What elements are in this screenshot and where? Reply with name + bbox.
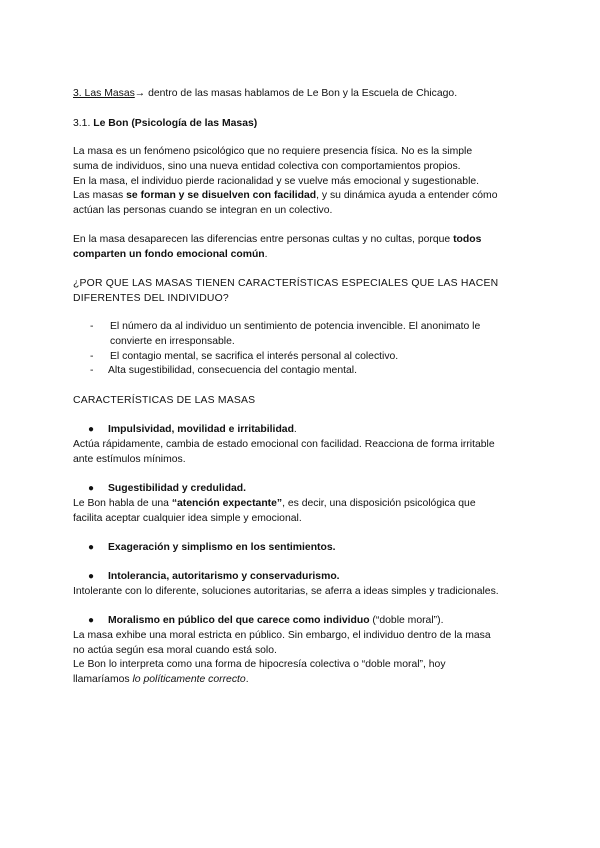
characteristic-title: Sugestibilidad y credulidad. — [108, 483, 246, 494]
subsection-heading — [73, 117, 533, 132]
bullet-item — [73, 423, 533, 438]
paragraph-mass-definition — [73, 145, 533, 219]
paragraph-line: actúan las personas cuando se integran en un colectivo. — [73, 205, 333, 217]
section-title: CARACTERÍSTICAS DE LAS MASAS — [73, 395, 256, 406]
bullet-item — [73, 482, 533, 497]
characteristic-text: ante estímulos mínimos. — [73, 453, 186, 465]
bullet-icon: ● — [88, 615, 95, 626]
section-heading — [73, 87, 533, 102]
dash-marker: - — [90, 350, 94, 362]
bullet-icon: ● — [88, 571, 95, 582]
bullet-icon: ● — [88, 542, 95, 553]
italic-text: lo políticamente correcto — [132, 674, 246, 686]
text-run: , es decir, una disposición psicológica que — [282, 497, 476, 509]
paragraph-line: La masa es un fenómeno psicológico que no requiere presencia física. No es la simple — [73, 146, 473, 157]
section-heading-text: dentro de las masas hablamos de Le Bon y la Escuela de Chicago. — [145, 88, 458, 99]
list-item-text: Alta sugestibilidad, consecuencia del contagio mental. — [108, 365, 357, 377]
paragraph-line — [73, 248, 533, 263]
characteristic-text: facilita aceptar cualquier idea simple y emocional. — [73, 512, 302, 524]
list-item — [73, 320, 533, 350]
bold-text: “atención expectante” — [171, 497, 283, 509]
paragraph-line: suma de individuos, sino una nueva entidad colectiva con comportamientos propios. — [73, 160, 461, 172]
bullet-item — [73, 570, 533, 585]
question-heading — [73, 277, 533, 307]
list-item-text: El contagio mental, se sacrifica el interés personal al colectivo. — [110, 350, 399, 362]
text-run: . — [293, 424, 297, 435]
characteristic-title: Intolerancia, autoritarismo y conservadurismo. — [108, 571, 340, 582]
list-item-text: El número da al individuo un sentimiento de potencia invencible. El anonimato le — [110, 321, 481, 332]
dash-list — [73, 320, 533, 379]
characteristic-intolerance — [73, 570, 533, 600]
characteristic-title: Moralismo en público del que carece como individuo — [108, 615, 370, 626]
text-run: Las masas — [73, 190, 127, 202]
question-line: DIFERENTES DEL INDIVIDUO? — [73, 292, 229, 304]
characteristic-exaggeration — [73, 541, 533, 556]
characteristic-text: no actúa según esa moral cuando está solo. — [73, 644, 277, 656]
characteristic-title: Impulsividad, movilidad e irritabilidad — [108, 424, 294, 435]
bold-text: se forman y se disuelven con facilidad — [126, 190, 317, 202]
list-item — [73, 364, 533, 379]
characteristic-moralism — [73, 614, 533, 688]
text-run: , y su dinámica ayuda a entender cómo — [316, 190, 498, 202]
bullet-icon: ● — [88, 483, 95, 494]
bold-text: comparten un fondo emocional común — [73, 248, 265, 260]
characteristic-suggestibility — [73, 482, 533, 526]
dash-marker: - — [90, 365, 94, 377]
bullet-icon: ● — [88, 424, 95, 435]
characteristic-impulsivity — [73, 423, 533, 467]
text-run: . — [245, 674, 249, 686]
subsection-title: Le Bon (Psicología de las Masas) — [93, 118, 258, 129]
text-run: En la masa desaparecen las diferencias entre personas cultas y no cultas, porque — [73, 234, 454, 245]
text-run: Le Bon habla de una — [73, 497, 172, 509]
section-number-label: 3. Las Masas — [73, 88, 135, 99]
bullet-item — [73, 614, 533, 629]
bold-text: todos — [453, 234, 482, 245]
text-run: (“doble moral”). — [369, 615, 444, 626]
characteristic-title: Exageración y simplismo en los sentimientos. — [108, 542, 336, 553]
characteristic-text: Actúa rápidamente, cambia de estado emocional con facilidad. Reacciona de forma irritable — [73, 438, 495, 450]
characteristic-text — [73, 673, 533, 688]
characteristic-text: Le Bon lo interpreta como una forma de hipocresía colectiva o “doble moral”, hoy — [73, 659, 446, 671]
dash-marker: - — [90, 321, 94, 332]
characteristics-title — [73, 394, 533, 409]
paragraph-differences — [73, 233, 533, 263]
characteristic-text: Intolerante con lo diferente, soluciones autoritarias, se aferra a ideas simples y tradicionales. — [73, 585, 499, 597]
list-item — [73, 350, 533, 365]
paragraph-line — [73, 233, 533, 248]
right-arrow-icon: → — [134, 88, 146, 99]
paragraph-line — [73, 189, 533, 204]
paragraph-line: En la masa, el individuo pierde racionalidad y se vuelve más emocional y sugestionable. — [73, 175, 480, 187]
question-line: ¿POR QUE LAS MASAS TIENEN CARACTERÍSTICAS ESPECIALES QUE LAS HACEN — [73, 278, 499, 289]
characteristic-text — [73, 497, 533, 512]
subsection-number: 3.1. — [73, 118, 94, 129]
list-item-text: convierte en irresponsable. — [110, 335, 235, 347]
text-run: . — [264, 248, 268, 260]
bullet-item — [73, 541, 533, 556]
characteristic-text: La masa exhibe una moral estricta en público. Sin embargo, el individuo dentro de la masa — [73, 629, 491, 641]
text-run: llamaríamos — [73, 674, 133, 686]
